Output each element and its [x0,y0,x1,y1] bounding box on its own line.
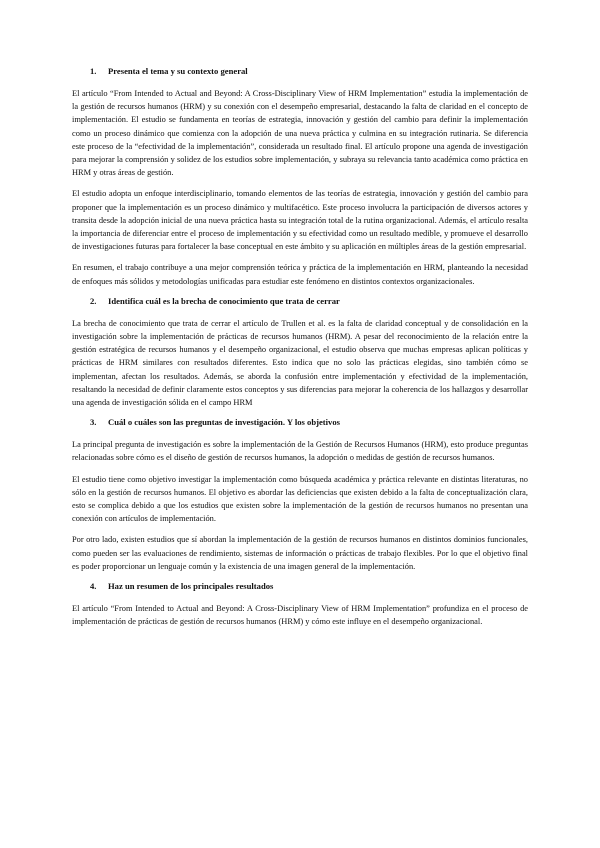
paragraph: El artículo “From Intended to Actual and Beyond: A Cross-Disciplinary View of HRM Implementation” estudia la implementación de la gestión de recursos humanos (HRM) y su conexión con el desempeño empresarial, destacando la falta de claridad en el concepto de implementación. El estudio se fundamenta en teorías de estrategia, innovación y gestión del cambio para definir la implementación como un proceso dinámico que comienza con la adopción de una nueva práctica y culmina en su integración rutinaria. Se diferencia este proceso de la “efectividad de la implementación”, considerada un resultado final. El artículo propone una agenda de investigación para mejorar la comprensión y solidez de los estudios sobre implementación, y subraya su relevancia tanto académica como práctica en HRM y otras áreas de gestión. [72,89,528,178]
paragraph: Por otro lado, existen estudios que sí abordan la implementación de la gestión de recursos humanos en distintos dominios funcionales, como pueden ser las evaluaciones de rendimiento, sistemas de información o prácticas de trabajo flexibles. Por lo que el objetivo final es poder proporcionar un lenguaje común y la existencia de una imagen general de la implementación. [72,535,528,571]
paragraph: El estudio tiene como objetivo investigar la implementación como búsqueda académica y práctica relevante en distintas literaturas, no sólo en la gestión de recursos humanos. El objetivo es abordar las deficiencias que existen debido a la falta de conceptualización clara, esto se complica debido a que los estudios que existen sobre la implementación de la gestión de recursos humanos no presentan una conexión con artículos de implementación. [72,474,528,524]
paragraph: En resumen, el trabajo contribuye a una mejor comprensión teórica y práctica de la implementación en HRM, planteando la necesidad de enfoques más sólidos y metodologías unificadas para estudiar este fenómeno en distintos contextos organizacionales. [72,263,528,286]
paragraph: El artículo “From Intended to Actual and Beyond: A Cross-Disciplinary View of HRM Implementation” profundiza en el proceso de implementación de prácticas de gestión de recursos humanos (HRM) y cómo este influye en el desempeño organizacional. [72,604,528,627]
section-heading [72,296,528,307]
section-title: Identifica cuál es la brecha de conocimiento que trata de cerrar [108,295,340,306]
section-number: 1. [90,66,97,76]
section-title: Haz un resumen de los principales resultados [108,581,274,592]
section-number: 3. [90,417,97,428]
section-heading [72,581,528,592]
section-title: Presenta el tema y su contexto general [108,66,248,76]
paragraph: La principal pregunta de investigación es sobre la implementación de la Gestión de Recursos Humanos (HRM), esto produce preguntas relacionadas sobre cómo es el diseño de gestión de recursos humanos, la adopción o medidas de gestión de recursos humanos. [72,440,528,463]
paragraph: La brecha de conocimiento que trata de cerrar el artículo de Trullen et al. es la falta de claridad conceptual y de consolidación en la investigación sobre la implementación de prácticas de recursos humanos (HRM). A pesar del reconocimiento de la relación entre la gestión estratégica de recursos humanos y el desempeño organizacional, el estudio observa que muchas empresas aplican políticas y prácticas de HRM similares con resultados diferentes. Esto indica que no solo las prácticas elegidas, sino también cómo se implementan, afectan los resultados. Además, se aborda la confusión entre implementación y efectividad de la implementación, resaltando la necesidad de definir claramente estos conceptos y sus diferencias para mejorar la coherencia de los hallazgos y desarrollar una agenda de investigación sólida en el campo HRM [72,318,528,408]
section-heading [72,417,528,428]
document-page [72,66,528,637]
paragraph: El estudio adopta un enfoque interdisciplinario, tomando elementos de las teorías de estrategia, innovación y gestión del cambio para proponer que la implementación es un proceso dinámico y multifacético. Este proceso involucra la participación de diversos actores y transita desde la adopción inicial de una nueva práctica hasta su integración total de la rutina organizacional. Además, el artículo resalta la importancia de diferenciar entre el proceso de implementación y su efectividad como un resultado medible, y promueve el desarrollo de investigaciones futuras para fortalecer la base conceptual en este ámbito y su aplicación en múltiples áreas de la gestión empresarial. [72,189,528,252]
section-heading [72,66,528,77]
section-number: 4. [90,581,97,592]
section-number: 2. [90,295,97,306]
section-title: Cuál o cuáles son las preguntas de investigación. Y los objetivos [108,417,340,428]
